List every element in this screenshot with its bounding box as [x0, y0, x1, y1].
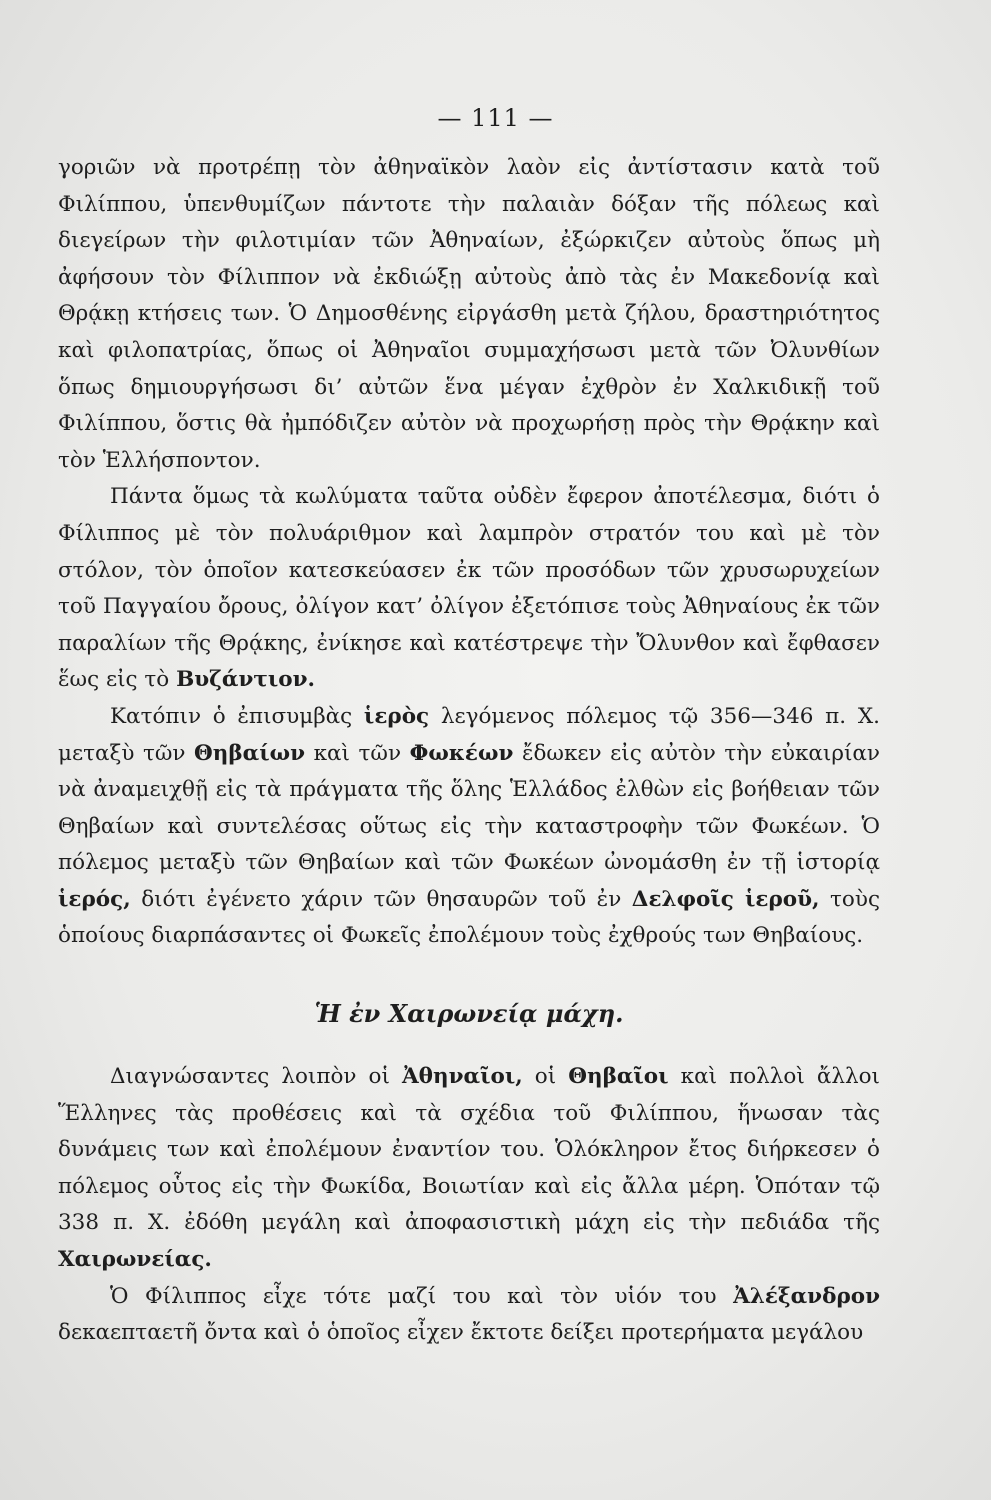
emphasis-sacred-war: ἱερός, — [58, 886, 131, 912]
paragraph-text: ἔδωκεν εἰς αὐτὸν τὴν εὐκαιρίαν νὰ ἀναμειχθῇ εἰς τὰ πράγματα τῆς ὅλης Ἑλλάδος ἐλθὼν εἰς βοήθειαν τῶν Θηβαίων καὶ συντελέσας οὕτως εἰς τὴν καταστροφὴν τῶν Φωκέων. Ὁ πόλεμος μεταξὺ τῶν Θηβαίων καὶ τῶν Φωκέων ὠνομάσθη ἐν τῇ ἱστορίᾳ — [58, 740, 881, 876]
emphasis-phocians: Φωκέων — [409, 740, 514, 766]
paragraph-text: λεγόμενος πόλεμος τῷ 356—346 π. Χ. μεταξὺ τῶν — [58, 703, 880, 766]
emphasis-thebans: Θηβαίων — [194, 740, 306, 766]
paragraph-demosthenes — [58, 150, 880, 479]
paragraph-text: Ὁ Φίλιππος εἶχε τότε μαζί του καὶ τὸν υἱόν του — [110, 1283, 717, 1309]
page-number: — 111 — — [437, 104, 554, 132]
paragraph-text: Διαγνώσαντες λοιπὸν οἱ — [110, 1064, 390, 1090]
emphasis-chaeronea: Χαιρωνείας. — [58, 1247, 212, 1273]
emphasis-delphi-temple: Δελφοῖς ἱεροῦ, — [631, 886, 820, 912]
page-body — [58, 150, 880, 1352]
paragraph-chaeronea — [58, 1059, 880, 1279]
paragraph-text: γοριῶν νὰ προτρέπῃ τὸν ἀθηναϊκὸν λαὸν εἰς ἀντίστασιν κατὰ τοῦ Φιλίππου, ὑπενθυμίζων πάντοτε τὴν παλαιὰν δόξαν τῆς πόλεως καὶ διεγείρων τὴν φιλοτιμίαν τῶν Ἀθηναίων, ἐξώρκιζεν αὐτοὺς ὅπως μὴ ἀφήσουν τὸν Φίλιππον νὰ ἐκδιώξῃ αὐτοὺς ἀπὸ τὰς ἐν Μακεδονίᾳ καὶ Θρᾴκῃ κτήσεις των. Ὁ Δημοσθένης εἰργάσθη μετὰ ζήλου, δραστηριότητος καὶ φιλοπατρίας, ὅπως οἱ Ἀθηναῖοι συμμαχήσωσι μετὰ τῶν Ὀλυνθίων ὅπως δημιουργήσωσι δι’ αὐτῶν ἕνα μέγαν ἐχθρὸν ἐν Χαλκιδικῇ τοῦ Φιλίππου, ὅστις θὰ ἠμπόδιζεν αὐτὸν νὰ προχωρήσῃ πρὸς τὴν Θρᾴκην καὶ τὸν Ἑλλήσποντον. — [58, 155, 880, 473]
paragraph-text: δεκαεπταετῆ ὄντα καὶ ὁ ὁποῖος εἶχεν ἔκτοτε δείξει προτερήματα μεγάλου — [58, 1320, 864, 1346]
paragraph-text: διότι ἐγένετο χάριν τῶν θησαυρῶν τοῦ ἐν — [141, 886, 622, 912]
paragraph-text: Κατόπιν ὁ ἐπισυμβὰς — [110, 703, 353, 729]
section-title: Ἡ ἐν Χαιρωνείᾳ μάχη. — [314, 999, 624, 1029]
paragraph-text: Πάντα ὅμως τὰ κωλύματα ταῦτα οὐδὲν ἔφερον ἀποτέλεσμα, διότι ὁ Φίλιππος μὲ τὸν πολυάριθμον καὶ λαμπρὸν στρατόν του καὶ μὲ τὸν στόλον, τὸν ὁποῖον κατεσκεύασεν ἐκ τῶν προσόδων τῶν χρυσωρυχείων τοῦ Παγγαίου ὄρους, ὀλίγον κατ’ ὀλίγον ἐξετόπισε τοὺς Ἀθηναίους ἐκ τῶν παραλίων τῆς Θρᾴκης, ἐνίκησε καὶ κατέστρεψε τὴν Ὄλυνθον καὶ ἔφθασεν ἕως εἰς τὸ — [58, 484, 880, 693]
paragraph-text: καὶ τῶν — [313, 740, 402, 766]
emphasis-sacred: ἱερὸς — [363, 703, 430, 729]
emphasis-byzantium: Βυζάντιον. — [176, 667, 315, 693]
emphasis-athenians: Ἀθηναῖοι, — [401, 1064, 523, 1090]
paragraph-text: καὶ πολλοὶ ἄλλοι Ἕλληνες τὰς προθέσεις καὶ τὰ σχέδια τοῦ Φιλίππου, ἥνωσαν τὰς δυνάμεις των καὶ ἐπολέμουν ἐναντίον του. Ὁλόκληρον ἔτος διήρκεσεν ὁ πόλεμος οὗτος εἰς τὴν Φωκίδα, Βοιωτίαν καὶ εἰς ἄλλα μέρη. Ὁπόταν τῷ 338 π. Χ. ἐδόθη μεγάλη καὶ ἀποφασιστικὴ μάχη εἰς τὴν πεδιάδα τῆς — [58, 1064, 880, 1236]
paragraph-alexander — [58, 1279, 880, 1352]
emphasis-thebans: Θηβαῖοι — [568, 1064, 669, 1090]
emphasis-alexander: Ἀλέξανδρον — [733, 1283, 880, 1309]
paragraph-text: οἱ — [534, 1064, 557, 1090]
paragraph-sacred-war — [58, 699, 880, 955]
paragraph-philip-victories — [58, 479, 880, 699]
paragraph-text: τοὺς ὁποίους διαρπάσαντες οἱ Φωκεῖς ἐπολέμουν τοὺς ἐχθρούς των Θηβαίους. — [58, 886, 880, 949]
